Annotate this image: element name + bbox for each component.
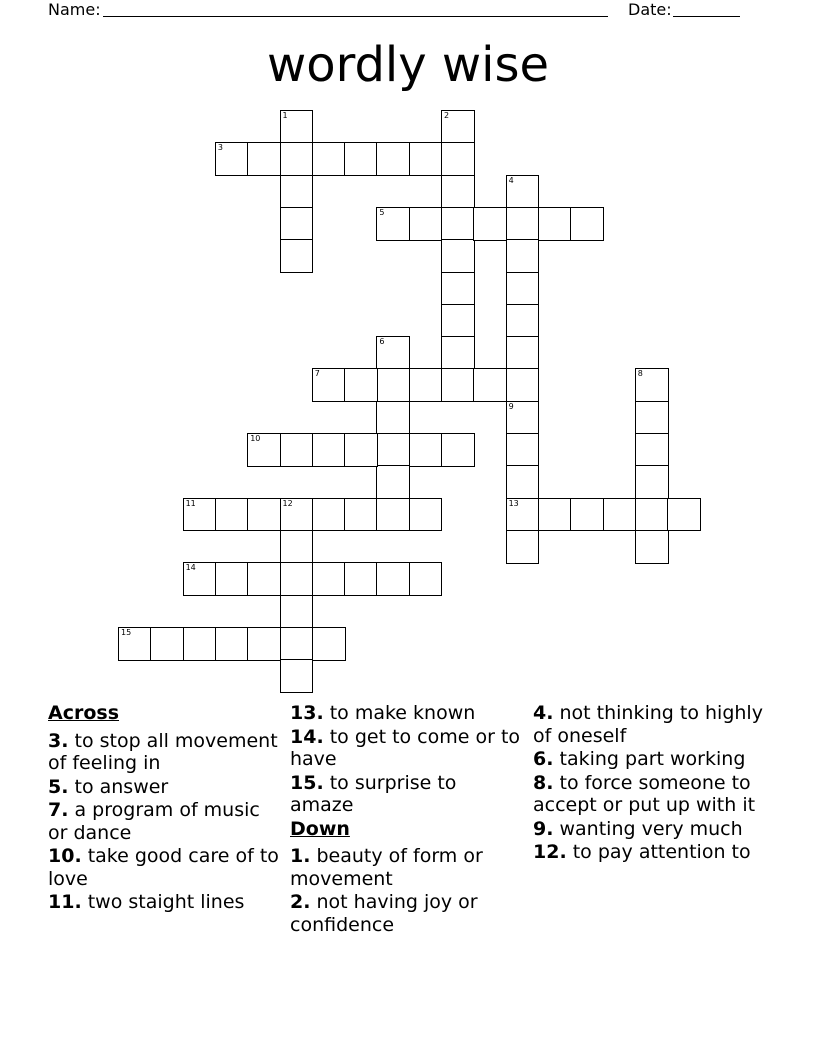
grid-cell[interactable] [570,498,604,532]
grid-cell[interactable] [473,368,507,402]
grid-cell[interactable] [344,433,378,467]
across-heading: Across [48,702,120,724]
clue-number: 9 [508,401,514,411]
grid-cell[interactable] [376,336,410,370]
grid-cell[interactable] [215,142,249,176]
grid-cell[interactable] [635,401,669,435]
across-clue-list-continued [290,702,522,817]
clue [533,748,773,771]
clue-text: not having joy or confidence [290,891,478,936]
clue-num: 8. [533,771,554,794]
grid-cell[interactable] [183,562,217,596]
clue-text: to answer [68,775,169,798]
grid-cell[interactable] [280,562,314,596]
clue [48,776,280,799]
clue-num: 10. [48,845,82,867]
grid-cell[interactable] [635,368,669,402]
clue-number: 6 [379,337,385,347]
grid-cell[interactable] [312,368,346,402]
grid-cell[interactable] [506,401,540,435]
grid-cell[interactable] [506,433,540,467]
grid-cell[interactable] [635,433,669,467]
clue-text: wanting very much [553,817,743,840]
grid-cell[interactable] [570,207,604,241]
across-clue-list [48,730,280,914]
grid-cell[interactable] [441,336,475,370]
clue-text: to get to come or to have [290,725,521,770]
grid-cell[interactable] [635,465,669,499]
grid-cell[interactable] [376,498,410,532]
clue-number: 11 [185,498,196,508]
clue-text: to pay attention to [566,841,751,863]
date-label: Date: [628,0,672,19]
clue [290,726,522,771]
clue [533,772,773,817]
grid-cell[interactable] [473,207,507,241]
grid-cell[interactable] [441,142,475,176]
clues-column-3 [533,702,773,865]
clue-text: a program of music or dance [48,799,260,844]
grid-cell[interactable] [441,368,475,402]
grid-cell[interactable] [441,175,475,209]
grid-cell[interactable] [344,562,378,596]
clue [290,772,522,817]
clue-number: 12 [282,498,293,508]
clue-num: 14. [290,725,324,748]
grid-cell[interactable] [280,595,314,629]
grid-cell[interactable] [215,498,249,532]
grid-cell[interactable] [409,142,443,176]
clue-num: 6. [533,748,554,770]
clue [48,799,280,844]
grid-cell[interactable] [247,562,281,596]
grid-cell[interactable] [280,239,314,273]
grid-cell[interactable] [409,562,443,596]
grid-cell[interactable] [280,627,314,661]
clue-number: 7 [314,369,320,379]
grid-cell[interactable] [409,207,443,241]
grid-cell[interactable] [635,498,669,532]
grid-cell[interactable] [215,562,249,596]
clue-num: 15. [290,771,324,794]
clue-text: to force someone to accept or put up with it [533,771,756,816]
grid-cell[interactable] [409,498,443,532]
grid-cell[interactable] [603,498,637,532]
grid-cell[interactable] [247,433,281,467]
grid-cell[interactable] [280,175,314,209]
grid-cell[interactable] [376,142,410,176]
clue [48,845,280,890]
grid-cell[interactable] [667,498,701,532]
grid-cell[interactable] [280,433,314,467]
clue [48,730,280,775]
grid-cell[interactable] [183,627,217,661]
clue [533,841,773,864]
clue-number: 4 [508,175,514,185]
grid-cell[interactable] [376,433,410,467]
grid-cell[interactable] [506,304,540,338]
grid-cell[interactable] [538,498,572,532]
grid-cell[interactable] [376,465,410,499]
grid-cell[interactable] [280,530,314,564]
clue-num: 7. [48,799,69,821]
grid-cell[interactable] [538,207,572,241]
grid-cell[interactable] [506,465,540,499]
grid-cell[interactable] [183,498,217,532]
grid-cell[interactable] [506,207,540,241]
clue-number: 3 [217,143,223,153]
grid-cell[interactable] [312,142,346,176]
grid-cell[interactable] [506,239,540,273]
grid-cell[interactable] [280,110,314,144]
grid-cell[interactable] [344,142,378,176]
grid-cell[interactable] [441,272,475,306]
grid-cell[interactable] [280,142,314,176]
grid-cell[interactable] [344,368,378,402]
clue-number: 14 [185,563,196,573]
grid-cell[interactable] [376,562,410,596]
clue-num: 13. [290,702,324,724]
grid-cell[interactable] [376,368,410,402]
grid-cell[interactable] [441,433,475,467]
grid-cell[interactable] [280,498,314,532]
grid-cell[interactable] [312,433,346,467]
clue-number: 13 [508,498,519,508]
grid-cell[interactable] [344,498,378,532]
puzzle-title: wordly wise [266,37,550,93]
clue-text: to stop all movement of feeling in [48,729,278,774]
clue-text: beauty of form or movement [290,845,483,890]
clues-column-1 [48,702,280,915]
grid-cell[interactable] [441,110,475,144]
clue-number: 8 [637,369,643,379]
name-label: Name: [48,0,101,19]
grid-cell[interactable] [506,175,540,209]
grid-cell[interactable] [118,627,152,661]
grid-cell[interactable] [280,207,314,241]
clue-num: 1. [290,845,311,867]
grid-cell[interactable] [506,272,540,306]
clue-text: take good care of to love [48,845,279,890]
grid-cell[interactable] [441,239,475,273]
grid-cell[interactable] [312,562,346,596]
grid-cell[interactable] [150,627,184,661]
grid-cell[interactable] [506,530,540,564]
down-clue-list-continued [533,702,773,864]
clue-num: 2. [290,891,311,913]
grid-cell[interactable] [506,498,540,532]
down-clue-list [290,845,522,936]
grid-cell[interactable] [215,627,249,661]
clue-number: 2 [444,111,450,120]
grid-cell[interactable] [441,304,475,338]
grid-cell[interactable] [635,530,669,564]
clue-num: 11. [48,891,82,913]
grid-cell[interactable] [280,659,314,693]
clue [290,891,522,936]
clue-text: to make known [323,702,476,724]
clue [290,702,522,725]
grid-cell[interactable] [409,433,443,467]
clue-number: 5 [379,207,385,217]
clue-text: not thinking to highly of oneself [533,702,763,747]
grid-cell[interactable] [441,207,475,241]
grid-cell[interactable] [247,627,281,661]
grid-cell[interactable] [376,207,410,241]
grid-cell[interactable] [376,401,410,435]
grid-cell[interactable] [506,336,540,370]
grid-cell[interactable] [506,368,540,402]
clue-num: 9. [533,817,554,840]
clue-text: to surprise to amaze [290,771,457,816]
grid-cell[interactable] [312,627,346,661]
grid-cell[interactable] [409,368,443,402]
clue-num: 5. [48,775,69,798]
clue [290,845,522,890]
clue [48,891,280,914]
clue-num: 3. [48,729,69,752]
grid-cell[interactable] [312,498,346,532]
clue-num: 12. [533,841,567,863]
clue [533,818,773,841]
clue-text: taking part working [553,748,746,770]
clue-num: 4. [533,702,554,724]
clue-number: 10 [250,434,261,443]
grid-cell[interactable] [247,498,281,532]
clue-number: 1 [282,111,288,120]
down-heading: Down [290,817,350,840]
clue-text: two staight lines [81,891,245,913]
clues-column-2 [290,702,522,937]
clue-number: 15 [121,627,132,637]
grid-cell[interactable] [247,142,281,176]
clue [533,702,773,747]
